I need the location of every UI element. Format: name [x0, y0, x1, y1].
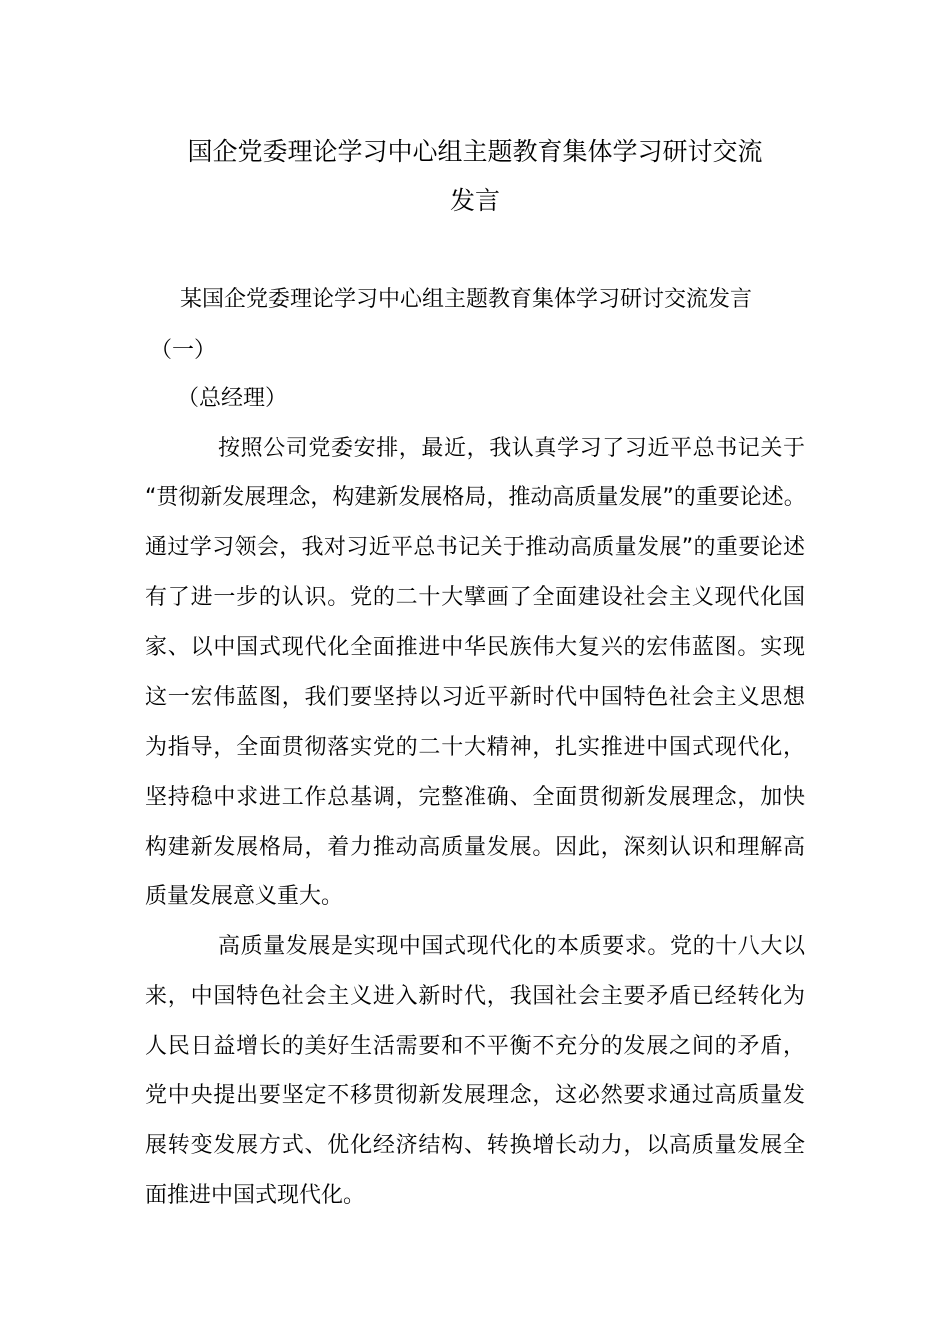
paragraph-2-line: 展转变发展方式、优化经济结构、转换增长动力，以高质量发展全 [145, 1133, 805, 1158]
speaker-label: （总经理） [177, 386, 288, 411]
paragraph-1-line: 按照公司党委安排，最近，我认真学习了习近平总书记关于 [218, 436, 805, 461]
subtitle-line-2: （一） [150, 338, 217, 363]
paragraph-2-line: 高质量发展是实现中国式现代化的本质要求。党的十八大以 [218, 934, 805, 959]
paragraph-2-line: 人民日益增长的美好生活需要和不平衡不充分的发展之间的矛盾， [145, 1034, 805, 1059]
paragraph-1-line: 有了进一步的认识。党的二十大擘画了全面建设社会主义现代化国 [145, 585, 805, 610]
paragraph-1-line: “贯彻新发展理念，构建新发展格局，推动高质量发展”的重要论述。 [145, 485, 806, 510]
paragraph-1-line: 构建新发展格局，着力推动高质量发展。因此，深刻认识和理解高 [145, 835, 805, 860]
paragraph-1-line: 坚持稳中求进工作总基调，完整准确、全面贯彻新发展理念，加快 [145, 785, 805, 810]
subtitle-line-1: 某国企党委理论学习中心组主题教育集体学习研讨交流发言 [180, 287, 753, 312]
document-title-line-1: 国企党委理论学习中心组主题教育集体学习研讨交流 [187, 137, 763, 166]
paragraph-2-line: 来，中国特色社会主义进入新时代，我国社会主要矛盾已经转化为 [145, 984, 805, 1009]
paragraph-1-line: 这一宏伟蓝图，我们要坚持以习近平新时代中国特色社会主义思想 [145, 685, 805, 710]
paragraph-2-line: 党中央提出要坚定不移贯彻新发展理念，这必然要求通过高质量发 [145, 1083, 805, 1108]
paragraph-1-line: 通过学习领会，我对习近平总书记关于推动高质量发展”的重要论述 [145, 535, 805, 560]
paragraph-1-line: 质量发展意义重大。 [145, 884, 344, 909]
paragraph-1-line: 家、以中国式现代化全面推进中华民族伟大复兴的宏伟蓝图。实现 [145, 635, 805, 660]
paragraph-2-line: 面推进中国式现代化。 [145, 1183, 366, 1208]
document-title-line-2: 发言 [449, 186, 500, 215]
paragraph-1-line: 为指导，全面贯彻落实党的二十大精神，扎实推进中国式现代化， [145, 735, 805, 760]
